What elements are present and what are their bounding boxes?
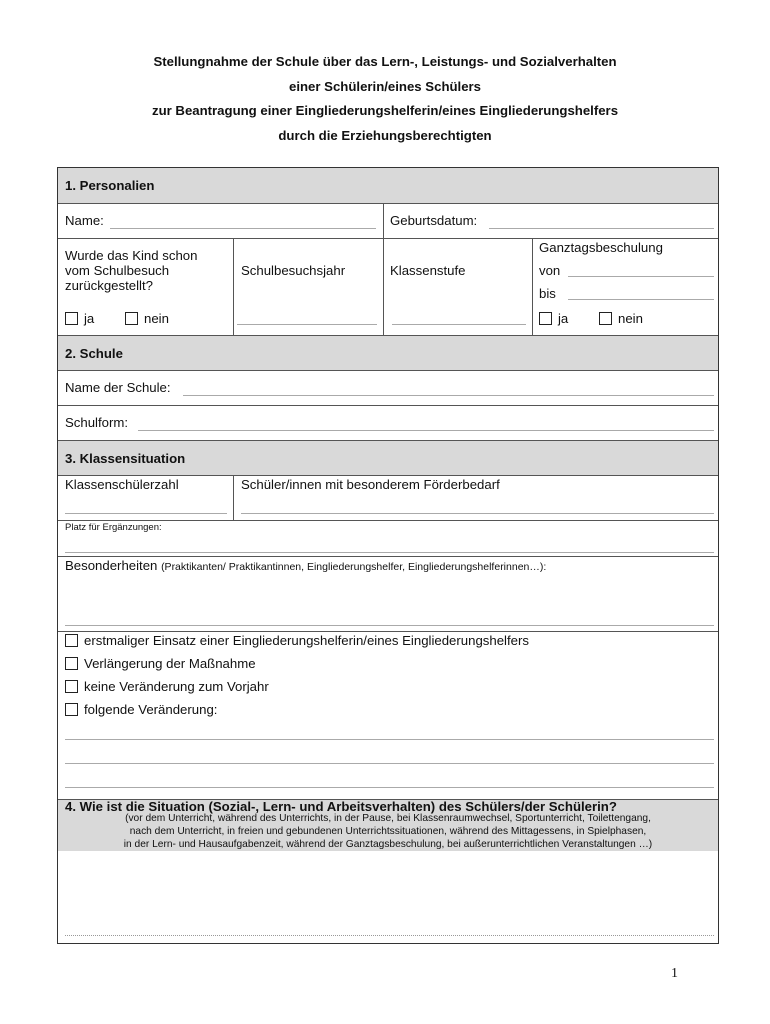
supplement-label: Platz für Ergänzungen: [65,522,162,533]
option-1-label: erstmaliger Einsatz einer Eingliederungshelferin/eines Eingliederungshelfers [84,633,529,648]
section-4-note-2: nach dem Unterricht, in freien und gebundenen Unterrichtssituationen, während des Mittagessens, in Spielphasen, [129,826,647,837]
school-type-label: Schulform: [65,415,129,430]
answer-line [65,935,714,936]
to-field[interactable] [568,299,714,300]
deferred-question-1: Wurde das Kind schon [65,248,198,263]
divider [383,239,384,336]
to-label: bis [539,286,556,301]
particulars-row [58,556,718,631]
class-size-label: Klassenschülerzahl [65,477,179,492]
divider [233,476,234,521]
grade-label: Klassenstufe [390,263,466,278]
option-3-label: keine Veränderung zum Vorjahr [84,679,269,694]
deferred-question-2: vom Schulbesuch [65,263,170,278]
title-line-2: einer Schülerin/eines Schülers [288,78,482,94]
checkbox[interactable] [539,312,552,325]
divider [532,239,533,336]
special-needs-field[interactable] [241,513,714,514]
option-following-change[interactable] [65,702,217,717]
divider [233,239,234,336]
change-line-1[interactable] [65,739,714,740]
situation-answer-area[interactable] [58,851,718,943]
title-line-1: Stellungnahme der Schule über das Lern-, Leistungs- und Sozialverhalten [153,54,617,69]
checkbox[interactable] [65,657,78,670]
school-type-row [58,405,718,440]
school-name-row [58,370,718,405]
checkbox[interactable] [65,703,78,716]
allday-label: Ganztagsbeschulung [539,240,663,255]
section-1-heading: 1. Personalien [65,178,155,193]
checkbox[interactable] [65,634,78,647]
document-title [0,50,770,148]
supplement-field[interactable] [65,552,714,553]
page-number: 1 [671,966,678,981]
title-line-3: zur Beantragung einer Eingliederungshelferin/eines Eingliederungshelfers [151,103,619,118]
name-field[interactable] [110,228,376,229]
yes-label: ja [558,311,569,326]
section-2-heading: 2. Schule [65,346,123,361]
option-4-label: folgende Veränderung: [84,702,218,717]
special-needs-label: Schüler/innen mit besonderem Förderbedarf [241,477,500,492]
section-4-heading: 4. Wie ist die Situation (Sozial-, Lern- und Arbeitsverhalten) des Schülers/der Schülerin? [65,799,617,814]
school-year-label: Schulbesuchsjahr [241,263,346,278]
checkbox[interactable] [125,312,138,325]
deferred-question-3: zurückgestellt? [65,278,153,293]
measure-options [58,631,718,799]
section-3-header [58,440,718,475]
school-name-label: Name der Schule: [65,380,171,395]
section-2-header [58,335,718,370]
particulars-field[interactable] [65,625,714,626]
school-year-field[interactable] [237,324,377,325]
supplement-row [58,520,718,556]
section-3-heading: 3. Klassensituation [65,451,186,466]
option-no-change[interactable] [65,679,269,694]
change-line-2[interactable] [65,763,714,764]
birthdate-label: Geburtsdatum: [390,213,478,228]
particulars-note: (Praktikanten/ Praktikantinnen, Eingliederungshelfer, Eingliederungshelferinnen…): [161,561,547,573]
change-line-3[interactable] [65,787,714,788]
option-first-deployment[interactable] [65,633,529,648]
checkbox[interactable] [65,680,78,693]
grade-field[interactable] [392,324,526,325]
no-label: nein [144,311,169,326]
school-type-field[interactable] [138,430,714,431]
form-frame [57,167,719,944]
from-label: von [539,263,561,278]
no-label: nein [618,311,643,326]
details-row [58,238,718,335]
yes-label: ja [84,311,95,326]
deferred-no[interactable] [125,311,169,326]
from-field[interactable] [568,276,714,277]
section-4-header [58,799,718,851]
section-4-note-3: in der Lern- und Hausaufgabenzeit, während der Ganztagsbeschulung, bei außerunterrichtlichen Veranstaltungen …) [123,839,653,850]
allday-yes[interactable] [539,311,568,326]
section-4-note-1: (vor dem Unterricht, während des Unterrichts, in der Pause, bei Klassenraumwechsel, Sportunterricht, Toilettengang, [125,813,651,824]
section-1-header [58,168,718,203]
option-2-label: Verlängerung der Maßnahme [84,656,256,671]
birthdate-field[interactable] [489,228,714,229]
particulars-label: Besonderheiten [65,558,158,573]
name-row [58,203,718,238]
option-extension[interactable] [65,656,256,671]
name-label: Name: [65,213,104,228]
particulars-label-wrap [65,558,546,573]
class-size-field[interactable] [65,513,227,514]
deferred-yes[interactable] [65,311,94,326]
divider [383,204,384,239]
allday-no[interactable] [599,311,643,326]
school-name-field[interactable] [183,395,714,396]
title-line-4: durch die Erziehungsberechtigten [278,127,492,143]
checkbox[interactable] [65,312,78,325]
checkbox[interactable] [599,312,612,325]
class-row [58,475,718,520]
